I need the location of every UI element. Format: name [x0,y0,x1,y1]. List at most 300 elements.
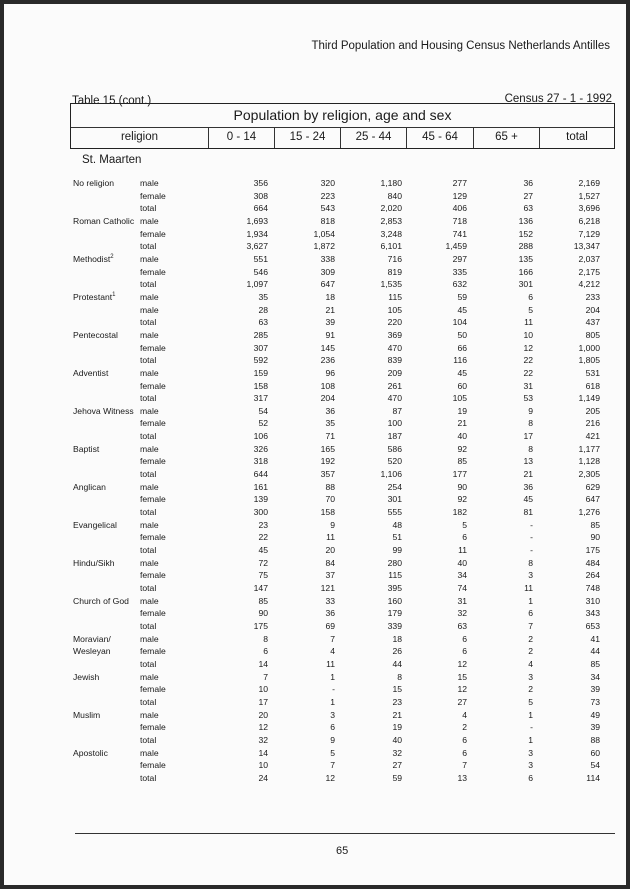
value-total: 1,000 [578,342,600,353]
sex-label: male [140,671,159,682]
column-header-0-14: 0 - 14 [208,127,274,148]
value-45-64: 104 [452,317,467,328]
sex-label: total [140,393,157,404]
value-total: 114 [586,772,600,783]
value-0-14: 72 [258,557,268,568]
table-row [4,519,626,532]
value-0-14: 10 [258,760,268,771]
value-45-64: 31 [457,595,467,606]
value-65-plus: 288 [518,241,533,252]
value-25-44: 840 [387,190,402,201]
value-45-64: 5 [462,519,467,530]
value-25-44: 254 [387,481,402,492]
value-0-14: 317 [253,393,268,404]
value-15-24: 84 [325,557,335,568]
value-25-44: 87 [392,405,402,416]
sex-label: total [140,734,157,745]
sex-label: male [140,519,159,530]
value-15-24: 204 [320,393,335,404]
table-row [4,557,626,570]
value-15-24: 18 [325,291,335,302]
value-25-44: 301 [387,494,402,505]
table-row [4,291,626,304]
value-25-44: 209 [387,367,402,378]
table-row [4,633,626,646]
value-45-64: 63 [457,620,467,631]
value-15-24: 320 [320,178,335,188]
value-25-44: 2,020 [380,203,402,214]
value-45-64: 34 [457,570,467,581]
religion-name [73,747,108,760]
value-25-44: 839 [387,355,402,366]
table-row [4,671,626,684]
value-65-plus: 5 [528,696,533,707]
value-25-44: 8 [397,671,402,682]
value-total: 1,527 [578,190,600,201]
religion-name-text: Jehova Witness [73,405,134,416]
value-45-64: 21 [457,418,467,429]
value-total: 4,212 [578,279,600,290]
value-0-14: 7 [263,671,268,682]
value-45-64: 59 [457,291,467,302]
value-65-plus: 81 [523,507,533,518]
value-0-14: 1,693 [246,215,268,226]
value-25-44: 44 [392,658,402,669]
value-15-24: 3 [330,709,335,720]
value-25-44: 100 [387,418,402,429]
value-15-24: 36 [325,608,335,619]
value-total: 1,177 [578,443,600,454]
table-row [4,658,626,671]
value-0-14: 1,934 [246,228,268,239]
value-65-plus: 9 [528,405,533,416]
value-65-plus: 12 [523,342,533,353]
value-25-44: 26 [392,646,402,657]
value-65-plus: 1 [528,709,533,720]
value-65-plus: 3 [528,570,533,581]
value-0-14: 546 [253,266,268,277]
sex-label: total [140,772,157,783]
sex-label: male [140,304,159,315]
value-15-24: 96 [325,367,335,378]
sex-label: male [140,443,159,454]
value-0-14: 22 [258,532,268,543]
value-65-plus: 45 [523,494,533,505]
value-15-24: 165 [320,443,335,454]
value-0-14: 551 [253,253,268,264]
sex-label: total [140,658,157,669]
value-45-64: 15 [457,671,467,682]
value-65-plus: 63 [523,203,533,214]
value-total: 7,129 [578,228,600,239]
value-15-24: 11 [326,532,335,543]
value-45-64: 50 [457,329,467,340]
sex-label: male [140,557,159,568]
value-0-14: 90 [258,608,268,619]
value-45-64: 105 [452,393,467,404]
value-45-64: 90 [457,481,467,492]
value-25-44: 27 [392,760,402,771]
table-row [4,228,626,241]
value-65-plus: 6 [528,291,533,302]
running-title: Third Population and Housing Census Netherlands Antilles [311,40,610,52]
census-date: Census 27 - 1 - 1992 [504,93,612,105]
table-row [4,506,626,519]
value-0-14: 63 [258,317,268,328]
value-45-64: 4 [462,709,467,720]
value-45-64: 92 [457,443,467,454]
value-15-24: 7 [330,760,335,771]
value-0-14: 35 [258,291,268,302]
value-25-44: 179 [387,608,402,619]
table-body [4,177,626,785]
value-15-24: 1,054 [313,228,335,239]
value-0-14: 24 [258,772,268,783]
value-65-plus: - [530,722,533,733]
value-total: 748 [585,583,600,593]
value-0-14: 28 [258,304,268,315]
value-45-64: 7 [462,760,467,771]
table-row [4,304,626,317]
value-65-plus: 5 [528,304,533,315]
value-65-plus: 152 [518,228,533,239]
value-65-plus: 8 [528,443,533,454]
value-15-24: 20 [325,545,335,556]
value-25-44: 520 [387,456,402,467]
value-65-plus: 1 [528,595,533,606]
column-header-45-64: 45 - 64 [406,127,473,148]
religion-name-text: Muslim [73,709,101,720]
table-row [4,696,626,709]
table-title: Population by religion, age and sex [71,104,614,128]
value-65-plus: 36 [523,481,533,492]
value-25-44: 23 [392,696,402,707]
value-total: 531 [585,367,600,378]
sex-label: total [140,431,157,442]
value-total: 54 [590,760,600,771]
value-25-44: 15 [392,684,402,695]
religion-name-text: Roman Catholic [73,215,135,226]
table-row [4,607,626,620]
religion-name-text: Baptist [73,443,100,454]
value-45-64: 2 [462,722,467,733]
value-15-24: 35 [325,418,335,429]
value-45-64: 12 [457,684,467,695]
religion-name [73,291,116,304]
value-45-64: 632 [452,279,467,290]
table-row [4,595,626,608]
value-45-64: 6 [462,734,467,745]
table-row [4,215,626,228]
table-row [4,329,626,342]
value-25-44: 369 [387,329,402,340]
value-25-44: 395 [387,583,402,593]
value-25-44: 220 [387,317,402,328]
sex-label: male [140,291,159,302]
column-header-15-24: 15 - 24 [274,127,340,148]
value-15-24: 818 [320,215,335,226]
religion-name [73,633,111,646]
column-header-total: total [539,127,614,148]
value-0-14: 54 [258,405,268,416]
table-label: Table 15 (cont.) [72,95,152,107]
value-45-64: 6 [462,747,467,758]
value-45-64: 6 [462,633,467,644]
value-total: 264 [585,570,600,581]
value-15-24: 158 [320,507,335,518]
value-45-64: 45 [457,367,467,378]
value-45-64: 277 [452,178,467,188]
value-25-44: 51 [392,532,402,543]
value-total: 73 [590,696,600,707]
value-25-44: 261 [387,380,402,391]
sex-label: female [140,532,166,543]
religion-name [73,367,108,380]
value-25-44: 470 [387,393,402,404]
table-row [4,493,626,506]
value-15-24: 71 [325,431,335,442]
sex-label: male [140,709,159,720]
table-row [4,417,626,430]
value-total: 618 [585,380,600,391]
value-65-plus: 7 [528,620,533,631]
religion-name-text: Methodist [73,253,111,264]
document-page [4,4,626,885]
value-25-44: 32 [392,747,402,758]
religion-name [73,671,99,684]
value-25-44: 819 [387,266,402,277]
value-total: 1,128 [578,456,600,467]
religion-name [73,595,129,608]
value-25-44: 280 [387,557,402,568]
value-25-44: 1,106 [380,469,402,480]
value-total: 6,218 [578,215,600,226]
value-total: 2,305 [578,469,600,480]
value-15-24: 145 [320,342,335,353]
sex-label: female [140,380,166,391]
value-0-14: 326 [253,443,268,454]
value-total: 49 [590,709,600,720]
value-total: 175 [585,545,600,556]
table-row [4,544,626,557]
value-0-14: 8 [263,633,268,644]
value-65-plus: 8 [528,557,533,568]
region-label: St. Maarten [82,154,142,166]
value-65-plus: 166 [518,266,533,277]
value-65-plus: - [530,519,533,530]
value-45-64: 1,459 [445,241,467,252]
table-row [4,177,626,190]
value-65-plus: 135 [518,253,533,264]
value-25-44: 160 [387,595,402,606]
table-row [4,455,626,468]
table-row [4,430,626,443]
value-total: 90 [590,532,600,543]
value-15-24: 647 [320,279,335,290]
religion-name-text: Pentecostal [73,329,118,340]
value-45-64: 297 [452,253,467,264]
value-25-44: 187 [387,431,402,442]
value-65-plus: 4 [528,658,533,669]
value-25-44: 339 [387,620,402,631]
page-number: 65 [336,845,349,857]
table-row [4,380,626,393]
religion-name [73,645,111,658]
value-total: 216 [585,418,600,429]
value-25-44: 1,180 [380,178,402,188]
table-row [4,367,626,380]
religion-name-text: Adventist [73,367,109,378]
value-45-64: 116 [453,355,467,366]
value-25-44: 1,535 [380,279,402,290]
value-25-44: 555 [387,507,402,518]
sex-label: female [140,570,166,581]
value-total: 39 [590,722,600,733]
footer-divider [75,833,615,834]
table-row [4,683,626,696]
value-15-24: 121 [320,583,335,593]
value-25-44: 716 [387,253,402,264]
value-0-14: 85 [258,595,268,606]
table-row [4,772,626,785]
value-65-plus: 11 [524,583,533,593]
value-45-64: 6 [462,532,467,543]
value-total: 629 [585,481,600,492]
value-0-14: 23 [258,519,268,530]
table-row [4,316,626,329]
religion-name-text: Apostolic [73,747,108,758]
table-row [4,342,626,355]
table-row [4,645,626,658]
value-25-44: 470 [387,342,402,353]
table-row [4,759,626,772]
value-15-24: - [332,684,335,695]
sex-label: total [140,696,157,707]
value-total: 44 [590,646,600,657]
table-row [4,569,626,582]
value-15-24: 33 [325,595,335,606]
value-65-plus: 136 [518,215,533,226]
value-45-64: 40 [457,557,467,568]
value-25-44: 21 [392,709,402,720]
value-25-44: 40 [392,734,402,745]
value-65-plus: 8 [528,418,533,429]
value-25-44: 18 [392,633,402,644]
value-total: 2,169 [578,178,600,188]
value-15-24: 4 [330,646,335,657]
value-15-24: 108 [320,380,335,391]
religion-name-text: Hindu/Sikh [73,557,115,568]
value-15-24: 1,872 [313,241,335,252]
value-65-plus: 22 [523,355,533,366]
value-15-24: 12 [325,772,335,783]
value-15-24: 11 [326,658,335,669]
value-0-14: 17 [258,696,268,707]
sex-label: female [140,608,166,619]
sex-label: total [140,279,157,290]
value-0-14: 161 [253,481,268,492]
footnote-marker: 1 [112,292,116,299]
table-row [4,531,626,544]
table-row [4,747,626,760]
value-65-plus: 31 [523,380,533,391]
religion-name-text: Wesleyan [73,646,111,657]
sex-label: male [140,595,159,606]
value-0-14: 158 [253,380,268,391]
value-total: 484 [585,557,600,568]
value-total: 34 [590,671,600,682]
religion-name-text: Moravian/ [73,633,111,644]
sex-label: female [140,760,166,771]
sex-label: male [140,215,159,226]
sex-label: male [140,329,159,340]
sex-label: female [140,456,166,467]
table-row [4,392,626,405]
religion-name-text: Evangelical [73,519,117,530]
religion-name-text: Church of God [73,595,129,606]
value-45-64: 182 [452,507,467,518]
value-15-24: 9 [330,734,335,745]
religion-name [73,177,114,190]
sex-label: total [140,620,157,631]
table-row [4,266,626,279]
value-total: 437 [585,317,600,328]
sex-label: total [140,469,157,480]
table-row [4,709,626,722]
value-25-44: 3,248 [380,228,402,239]
value-65-plus: 11 [524,317,533,328]
value-45-64: 718 [452,215,467,226]
sex-label: total [140,317,157,328]
value-15-24: 69 [325,620,335,631]
sex-label: female [140,228,166,239]
value-15-24: 7 [330,633,335,644]
religion-name-text: No religion [73,178,115,188]
value-0-14: 14 [258,658,268,669]
religion-name [73,215,134,228]
sex-label: female [140,190,166,201]
value-0-14: 159 [253,367,268,378]
table-row [4,240,626,253]
table-row [4,202,626,215]
value-15-24: 91 [325,329,335,340]
religion-name-text: Jewish [73,671,100,682]
value-45-64: 335 [452,266,467,277]
value-65-plus: 2 [528,684,533,695]
value-total: 310 [585,595,600,606]
value-45-64: 19 [457,405,467,416]
sex-label: male [140,178,159,188]
value-0-14: 300 [253,507,268,518]
value-15-24: 309 [320,266,335,277]
value-15-24: 70 [325,494,335,505]
value-total: 85 [590,658,600,669]
value-total: 85 [590,519,600,530]
religion-name [73,519,117,532]
value-65-plus: 36 [523,178,533,188]
value-15-24: 338 [320,253,335,264]
value-15-24: 543 [320,203,335,214]
table-row [4,620,626,633]
sex-label: total [140,203,157,214]
value-65-plus: 6 [528,608,533,619]
value-65-plus: 21 [523,469,533,480]
religion-name [73,557,115,570]
value-0-14: 52 [258,418,268,429]
value-45-64: 66 [457,342,467,353]
value-25-44: 105 [387,304,402,315]
value-total: 2,175 [578,266,600,277]
